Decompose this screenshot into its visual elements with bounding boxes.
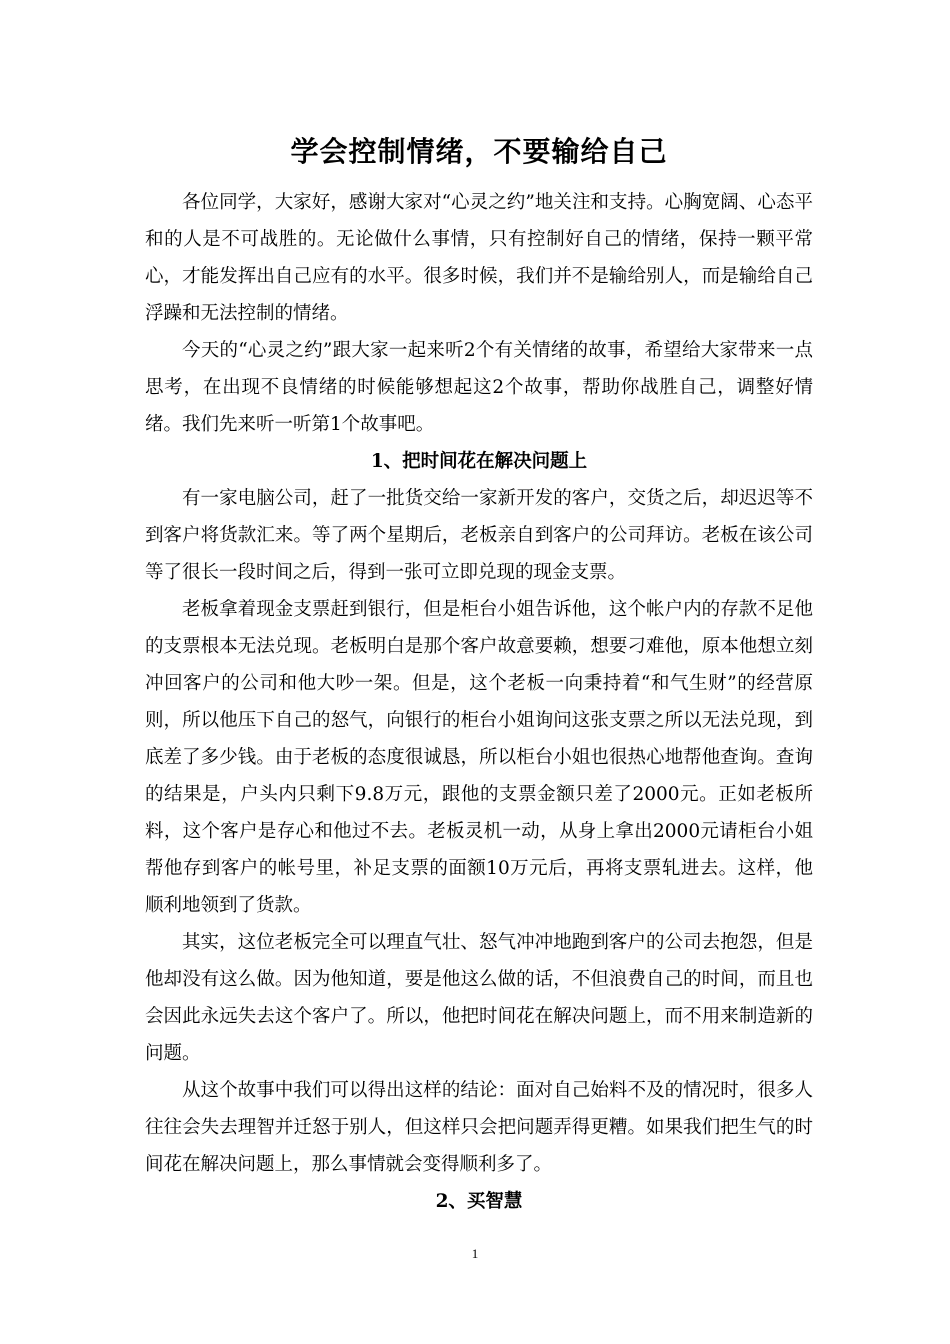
story-paragraph: 其实，这位老板完全可以理直气壮、怒气冲冲地跑到客户的公司去抱怨，但是他却没有这么做。因为他知道，要是他这么做的话，不但浪费自己的时间，而且也会因此永远失去这个客户了。所以，他把时间花在解决问题上，而不用来制造新的问题。 xyxy=(145,932,813,1064)
story-paragraph: 老板拿着现金支票赶到银行，但是柜台小姐告诉他，这个帐户内的存款不足他的支票根本无法兑现。老板明白是那个客户故意要赖，想要刁难他，原本他想立刻冲回客户的公司和他大吵一架。但是，这个老板一向秉持着“和气生财”的经营原则，所以他压下自己的怒气，向银行的柜台小姐询问这张支票之所以无法兑现，到底差了多少钱。由于老板的态度很诚恳，所以柜台小姐也很热心地帮他查询。查询的结果是，户头内只剩下9.8万元，跟他的支票金额只差了2000元。正如老板所料，这个客户是存心和他过不去。老板灵机一动，从身上拿出2000元请柜台小姐帮他存到客户的帐号里，补足支票的面额10万元后，再将支票轧进去。这样，他顺利地领到了货款。 xyxy=(145,599,813,916)
story-paragraph: 从这个故事中我们可以得出这样的结论：面对自己始料不及的情况时，很多人往往会失去理智并迁怒于别人，但这样只会把问题弄得更糟。如果我们把生气的时间花在解决问题上，那么事情就会变得顺利多了。 xyxy=(145,1080,813,1175)
story-paragraph: 有一家电脑公司，赶了一批货交给一家新开发的客户，交货之后，却迟迟等不到客户将货款汇来。等了两个星期后，老板亲自到客户的公司拜访。老板在该公司等了很长一段时间之后，得到一张可立即兑现的现金支票。 xyxy=(145,488,813,583)
document-title: 学会控制情绪，不要输给自己 xyxy=(290,135,668,168)
intro-paragraph: 今天的“心灵之约”跟大家一起来听2个有关情绪的故事，希望给大家带来一点思考，在出现不良情绪的时候能够想起这2个故事，帮助你战胜自己，调整好情绪。我们先来听一听第1个故事吧。 xyxy=(145,340,813,435)
section-heading-2: 2、买智慧 xyxy=(435,1191,523,1212)
intro-paragraph: 各位同学，大家好，感谢大家对“心灵之约”地关注和支持。心胸宽阔、心态平和的人是不可战胜的。无论做什么事情，只有控制好自己的情绪，保持一颗平常心，才能发挥出自己应有的水平。很多时候，我们并不是输给别人，而是输给自己浮躁和无法控制的情绪。 xyxy=(145,192,813,324)
document-body xyxy=(145,128,813,1220)
page-number: 1 xyxy=(471,1246,479,1261)
section-heading-1: 1、把时间花在解决问题上 xyxy=(370,451,588,472)
